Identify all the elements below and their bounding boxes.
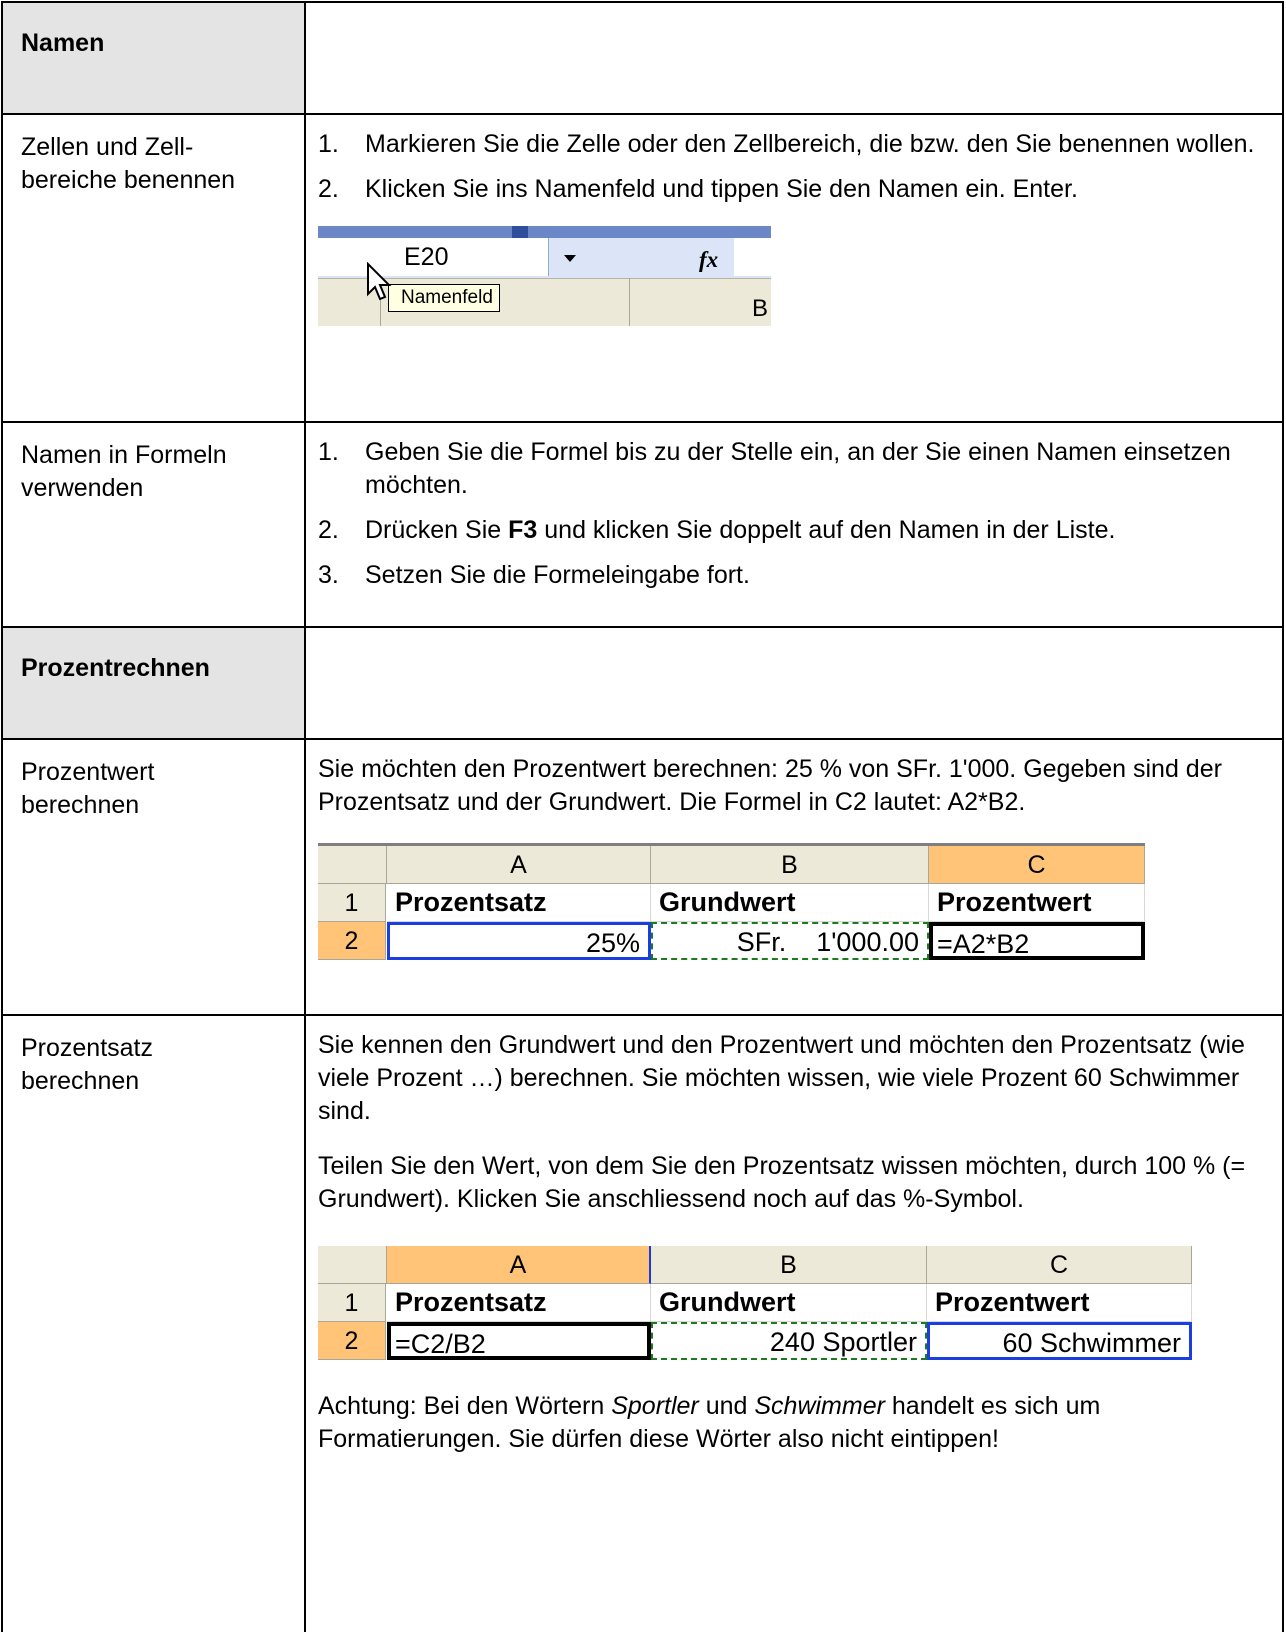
chevron-down-icon[interactable] (564, 255, 576, 262)
row-prozentwert (2, 739, 1283, 1015)
column-header-a[interactable]: A (387, 1246, 651, 1284)
cell-c1[interactable]: Prozentwert (929, 884, 1145, 922)
list-item (318, 436, 1262, 502)
cell-b2[interactable]: 240 Sportler (651, 1322, 927, 1360)
note-paragraph: Achtung: Bei den Wörtern Sportler und Schwimmer handelt es sich um Formatierungen. Sie dürfen diese Wörter also nicht eintippen! (318, 1392, 1101, 1453)
step-number: 1. (318, 438, 339, 466)
namebox-screenshot (318, 226, 771, 326)
column-header-b[interactable]: B (651, 846, 929, 884)
list-item (318, 173, 1262, 206)
row-header-2[interactable]: 2 (318, 1322, 386, 1360)
column-header-c[interactable]: C (929, 846, 1145, 884)
spreadsheet-prozentwert (318, 843, 1145, 961)
step-text: Markieren Sie die Zelle oder den Zellbereich, die bzw. den Sie benennen wollen. (365, 130, 1255, 158)
label-text: Namen in Formeln verwenden (21, 441, 227, 502)
cell-c2[interactable]: =A2*B2 (929, 922, 1145, 960)
row-content-zellen (305, 114, 1283, 422)
row-content-formeln (305, 422, 1283, 627)
step-text: Klicken Sie ins Namenfeld und tippen Sie den Namen ein. Enter. (365, 175, 1078, 203)
cell-a1[interactable]: Prozentsatz (387, 884, 651, 922)
key-f3: F3 (508, 516, 538, 544)
namenfeld-tooltip: Namenfeld (388, 284, 500, 312)
name-field-value: E20 (404, 243, 449, 271)
steps-list (318, 128, 1262, 206)
corner-cell[interactable] (318, 846, 387, 884)
row-label-formeln (2, 422, 305, 627)
reference-table (1, 1, 1284, 1632)
row-namen-in-formeln (2, 422, 1283, 627)
cell-a2[interactable]: =C2/B2 (387, 1322, 651, 1360)
paragraph: Sie möchten den Prozentwert berechnen: 25 % von SFr. 1'000. Gegeben sind der Prozentsatz und der Grundwert. Die Formel in C2 lautet: A2*B2. (318, 755, 1222, 816)
function-icon[interactable]: fx (699, 247, 719, 272)
formula-bar[interactable] (734, 238, 771, 276)
section-title-namen: Namen (2, 2, 305, 114)
row-prozentsatz (2, 1015, 1283, 1632)
step-text: Geben Sie die Formel bis zu der Stelle ein, an der Sie einen Namen einsetzen möchten. (365, 438, 1231, 499)
column-header-b[interactable]: B (651, 1246, 927, 1284)
column-header-c[interactable]: C (927, 1246, 1192, 1284)
section-empty-cell (305, 2, 1283, 114)
cell-b1[interactable]: Grundwert (651, 1284, 927, 1322)
step-number: 2. (318, 516, 339, 544)
row-header-2[interactable]: 2 (318, 922, 386, 960)
step-text: Setzen Sie die Formeleingabe fort. (365, 561, 750, 589)
label-text: Prozentsatz berechnen (21, 1034, 154, 1095)
step-number: 1. (318, 130, 339, 158)
mouse-pointer-icon (366, 262, 392, 302)
cell-b2[interactable]: SFr. 1'000.00 (651, 922, 929, 960)
paragraph: Sie kennen den Grundwert und den Prozentwert und möchten den Prozentsatz (wie viele Prozent …) berechnen. Sie möchten wissen, wie viele Prozent 60 Schwimmer sind. (318, 1031, 1245, 1125)
list-item (318, 514, 1262, 547)
column-header-b: B (752, 295, 769, 322)
column-header-a[interactable]: A (387, 846, 651, 884)
row-content-prozentsatz (305, 1015, 1283, 1632)
section-empty-cell (305, 627, 1283, 739)
cell-c1[interactable]: Prozentwert (927, 1284, 1192, 1322)
list-item (318, 128, 1262, 161)
label-text: Prozentwert berechnen (21, 758, 155, 819)
section-row-prozentrechnen (2, 627, 1283, 739)
paragraph: Teilen Sie den Wert, von dem Sie den Prozentsatz wissen möchten, durch 100 % (= Grundwert). Klicken Sie anschliessend noch auf das %-Symbol. (318, 1152, 1246, 1213)
section-title-prozentrechnen: Prozentrechnen (2, 627, 305, 739)
list-item (318, 559, 1262, 592)
steps-list (318, 436, 1262, 592)
cell-a1[interactable]: Prozentsatz (387, 1284, 651, 1322)
row-header-1[interactable]: 1 (318, 884, 386, 922)
cell-b1[interactable]: Grundwert (651, 884, 929, 922)
row-label-zellen (2, 114, 305, 422)
row-label-prozentsatz (2, 1015, 305, 1632)
section-row-namen (2, 2, 1283, 114)
cell-c2[interactable]: 60 Schwimmer (927, 1322, 1192, 1360)
row-label-prozentwert (2, 739, 305, 1015)
corner-cell[interactable] (318, 1246, 387, 1284)
step-text: Drücken Sie F3 und klicken Sie doppelt auf den Namen in der Liste. (365, 516, 1116, 544)
step-number: 2. (318, 175, 339, 203)
cell-a2[interactable]: 25% (387, 922, 651, 960)
row-content-prozentwert (305, 739, 1283, 1015)
row-zellen-benennen (2, 114, 1283, 422)
label-text: Zellen und Zell- bereiche benennen (21, 133, 236, 194)
step-number: 3. (318, 561, 339, 589)
row-header-1[interactable]: 1 (318, 1284, 386, 1322)
spreadsheet-prozentsatz (318, 1246, 1192, 1364)
